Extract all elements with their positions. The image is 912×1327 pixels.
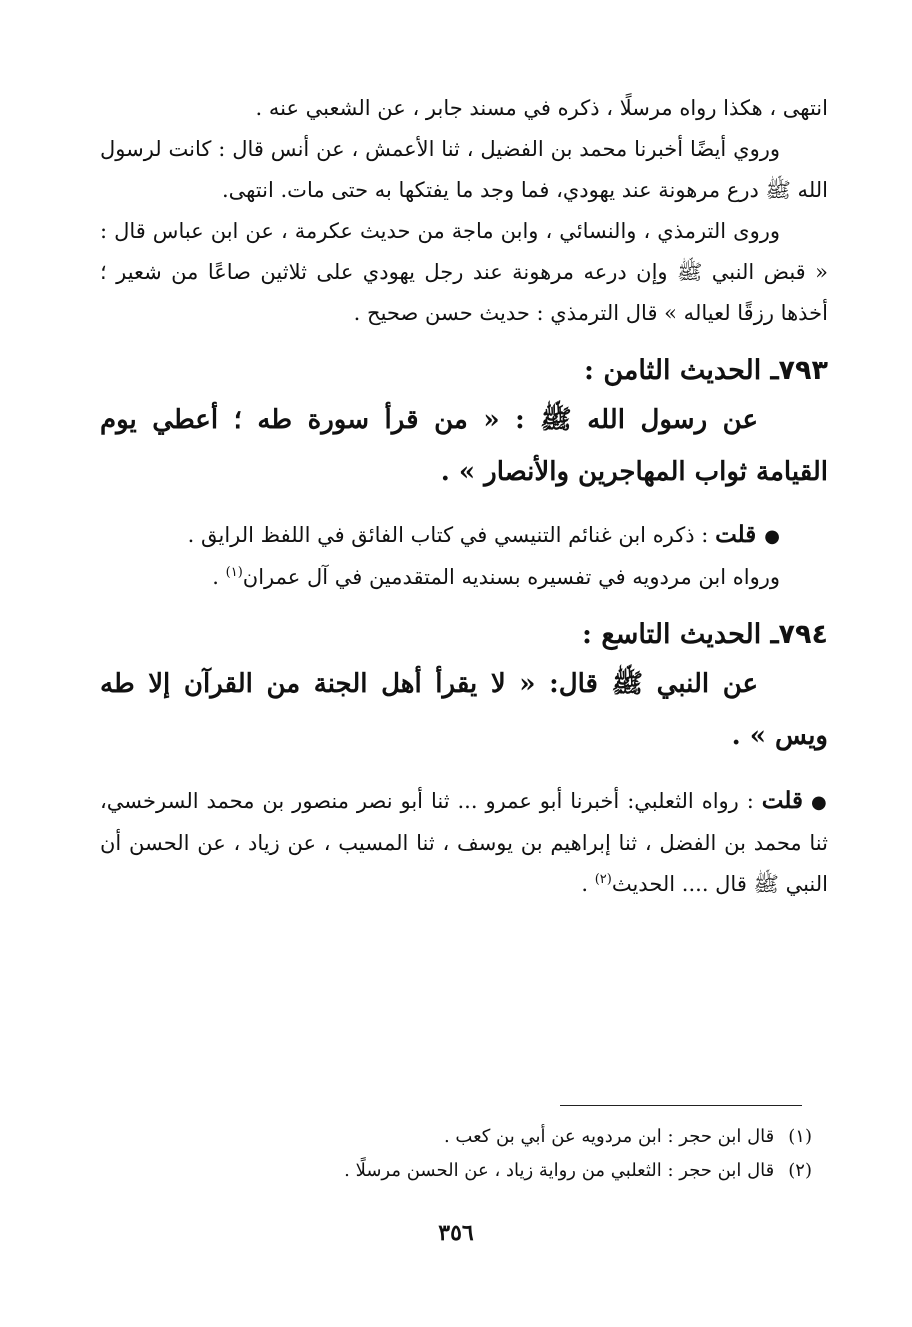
section-794-hadith: عن النبي ﷺ قال: « لا يقرأ أهل الجنة من القرآن إلا طه ويس » . [100,669,828,751]
footnotes [112,1120,812,1188]
footnote-1 [112,1120,812,1154]
bullet-icon: ● [811,792,828,813]
qult-label: قلت [761,787,803,814]
qult-label: قلت [715,521,757,548]
qult-end: . [581,872,595,896]
footnote-2 [112,1154,812,1188]
footnote-number: (١) [788,1126,812,1147]
footnote-number: (٢) [788,1160,812,1181]
section-793-hadith: عن رسول الله ﷺ : « من قرأ سورة طه ؛ أعطي يوم القيامة ثواب المهاجرين والأنصار » . [100,405,828,487]
section-793-heading [100,348,828,394]
section-793-title: ـ الحديث الثامن : [583,355,779,386]
narration-end: . [212,565,226,589]
paragraph-anas: وروي أيضًا أخبرنا محمد بن الفضيل ، ثنا الأعمش ، عن أنس قال : كانت لرسول الله ﷺ درع مرهونة عند يهودي، فما وجد ما يفتكها به حتى مات. انتهى. [100,137,828,202]
section-793-number: ٧٩٣ [778,355,828,386]
footnote-ref-2[interactable]: (٢) [594,872,612,887]
footnote-ref-1[interactable]: (١) [225,565,243,580]
page-number: ٣٥٦ [438,1220,474,1246]
paragraph-tirmidhi: وروى الترمذي ، والنسائي ، وابن ماجة من حديث عكرمة ، عن ابن عباس قال : « قبض النبي ﷺ وإن درعه مرهونة عند رجل يهودي على ثلاثين صاعًا من شعير ؛ أخذها رزقًا لعياله » قال الترمذي : حديث حسن صحيح . [100,219,828,325]
page-body [100,88,828,905]
bullet-icon: ● [764,526,780,547]
paragraph-intro: انتهى ، هكذا رواه مرسلًا ، ذكره في مسند جابر ، عن الشعبي عنه . [255,96,828,120]
section-794-heading [100,612,828,658]
qult-text: : رواه الثعلبي: أخبرنا أبو عمرو ... ثنا أبو نصر منصور بن محمد السرخسي، ثنا محمد بن الفضل ، ثنا إبراهيم بن يوسف ، ثنا المسيب ، عن زياد ، عن الحسن أن النبي ﷺ قال .... الحديث [100,789,828,896]
section-794-number: ٧٩٤ [778,619,828,650]
section-793-narration [100,557,828,598]
footnote-divider [560,1105,802,1106]
qult-text: : ذكره ابن غنائم التنيسي في كتاب الفائق في اللفظ الرايق . [187,523,709,547]
footnote-text: قال ابن حجر : الثعلبي من رواية زياد ، عن الحسن مرسلًا . [344,1160,775,1181]
narration-text: ورواه ابن مردويه في تفسيره بسنديه المتقدمين في آل عمران [242,565,780,589]
section-793-qult [100,514,828,557]
section-794-qult [100,780,828,905]
section-794-title: ـ الحديث التاسع : [582,619,779,650]
footnote-text: قال ابن حجر : ابن مردويه عن أبي بن كعب . [443,1126,775,1147]
